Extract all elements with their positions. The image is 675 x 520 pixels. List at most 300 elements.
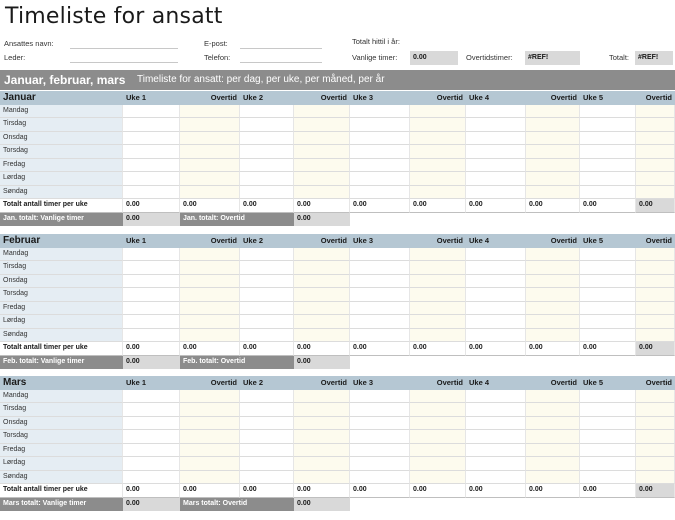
hours-input-cell[interactable]: [123, 302, 180, 316]
day-label: Onsdag: [0, 417, 123, 431]
day-label: Mandag: [0, 390, 123, 404]
hours-input-cell[interactable]: [580, 261, 636, 275]
hours-input-cell[interactable]: [123, 105, 180, 119]
hours-input-cell[interactable]: [350, 302, 410, 316]
hours-input-cell[interactable]: [350, 261, 410, 275]
overtime-input-cell[interactable]: [636, 444, 675, 458]
overtime-input-cell[interactable]: [636, 145, 675, 159]
day-row: [0, 315, 675, 329]
overtime-input-cell[interactable]: [636, 390, 675, 404]
hours-input-cell[interactable]: [123, 248, 180, 262]
hours-input-cell[interactable]: [240, 159, 294, 173]
hours-input-cell[interactable]: [240, 457, 294, 471]
overtime-input-cell[interactable]: [180, 248, 240, 262]
hours-input-cell[interactable]: [580, 444, 636, 458]
hours-input-cell[interactable]: [350, 275, 410, 289]
overtime-input-cell[interactable]: [294, 417, 350, 431]
overtime-input-cell[interactable]: [526, 302, 580, 316]
overtime-input-cell[interactable]: [180, 471, 240, 485]
week-column-header: Uke 5: [580, 234, 636, 248]
hours-input-cell[interactable]: [350, 132, 410, 146]
overtime-input-cell[interactable]: [180, 430, 240, 444]
overtime-input-cell[interactable]: [294, 403, 350, 417]
day-row: [0, 390, 675, 404]
overtime-input-cell[interactable]: [180, 145, 240, 159]
overtime-column-header: Overtid: [180, 91, 240, 105]
hours-input-cell[interactable]: [580, 403, 636, 417]
hours-input-cell[interactable]: [350, 172, 410, 186]
overtime-input-cell[interactable]: [294, 261, 350, 275]
hours-input-cell[interactable]: [240, 172, 294, 186]
month-total-row: [0, 356, 675, 370]
overtime-input-cell[interactable]: [410, 430, 466, 444]
hours-input-cell[interactable]: [240, 403, 294, 417]
overtime-input-cell[interactable]: [180, 132, 240, 146]
hours-input-cell[interactable]: [580, 457, 636, 471]
hours-input-cell[interactable]: [123, 145, 180, 159]
hours-input-cell[interactable]: [123, 159, 180, 173]
day-label: Tirsdag: [0, 118, 123, 132]
weekly-total-value: 0.00: [580, 484, 636, 498]
overtime-input-cell[interactable]: [526, 248, 580, 262]
hours-input-cell[interactable]: [350, 403, 410, 417]
total-value: #REF!: [635, 51, 673, 65]
hours-input-cell[interactable]: [123, 417, 180, 431]
hours-input-cell[interactable]: [580, 275, 636, 289]
day-label: Torsdag: [0, 430, 123, 444]
overtime-input-cell[interactable]: [410, 302, 466, 316]
weekly-total-label: Totalt antall timer per uke: [0, 484, 123, 498]
hours-input-cell[interactable]: [123, 186, 180, 200]
overtime-input-cell[interactable]: [526, 132, 580, 146]
weekly-total-label: Totalt antall timer per uke: [0, 199, 123, 213]
overtime-input-cell[interactable]: [636, 172, 675, 186]
hours-input-cell[interactable]: [350, 186, 410, 200]
hours-input-cell[interactable]: [580, 417, 636, 431]
hours-input-cell[interactable]: [466, 248, 526, 262]
day-label: Tirsdag: [0, 261, 123, 275]
hours-input-cell[interactable]: [466, 403, 526, 417]
hours-input-cell[interactable]: [466, 302, 526, 316]
overtime-input-cell[interactable]: [636, 132, 675, 146]
overtime-input-cell[interactable]: [410, 248, 466, 262]
day-row: [0, 105, 675, 119]
day-row: [0, 118, 675, 132]
day-row: [0, 172, 675, 186]
hours-input-cell[interactable]: [240, 186, 294, 200]
week-column-header: Uke 4: [466, 376, 526, 390]
hours-input-cell[interactable]: [580, 186, 636, 200]
hours-input-cell[interactable]: [350, 159, 410, 173]
overtime-input-cell[interactable]: [526, 471, 580, 485]
employee-name-label: Ansattes navn:: [4, 39, 54, 48]
day-row: [0, 457, 675, 471]
overtime-input-cell[interactable]: [410, 329, 466, 343]
hours-input-cell[interactable]: [350, 390, 410, 404]
hours-input-cell[interactable]: [466, 315, 526, 329]
total-year-label: Totalt hittil i år:: [352, 37, 400, 46]
hours-input-cell[interactable]: [580, 172, 636, 186]
overtime-input-cell[interactable]: [410, 471, 466, 485]
hours-input-cell[interactable]: [580, 248, 636, 262]
weekly-total-value: 0.00: [580, 199, 636, 213]
hours-input-cell[interactable]: [350, 430, 410, 444]
overtime-input-cell[interactable]: [180, 159, 240, 173]
employee-name-field[interactable]: [70, 48, 178, 49]
hours-input-cell[interactable]: [466, 329, 526, 343]
day-label: Fredag: [0, 444, 123, 458]
day-label: Mandag: [0, 248, 123, 262]
overtime-input-cell[interactable]: [180, 329, 240, 343]
overtime-input-cell[interactable]: [526, 329, 580, 343]
weekly-total-row: [0, 199, 675, 213]
overtime-column-header: Overtid: [636, 91, 675, 105]
overtime-input-cell[interactable]: [636, 302, 675, 316]
overtime-input-cell[interactable]: [526, 145, 580, 159]
hours-input-cell[interactable]: [466, 457, 526, 471]
overtime-input-cell[interactable]: [294, 248, 350, 262]
hours-input-cell[interactable]: [580, 471, 636, 485]
banner-title: Januar, februar, mars: [4, 73, 126, 87]
month-header-row: [0, 376, 675, 390]
overtime-column-header: Overtid: [180, 376, 240, 390]
hours-input-cell[interactable]: [350, 417, 410, 431]
page-title: Timeliste for ansatt: [5, 4, 223, 29]
month-overtime-total-value: 0.00: [294, 356, 350, 370]
month-regular-total-label: Feb. totalt: Vanlige timer: [0, 356, 123, 370]
hours-input-cell[interactable]: [350, 329, 410, 343]
month-regular-total-value: 0.00: [123, 498, 180, 512]
hours-input-cell[interactable]: [466, 288, 526, 302]
hours-input-cell[interactable]: [240, 275, 294, 289]
overtime-input-cell[interactable]: [636, 403, 675, 417]
overtime-input-cell[interactable]: [294, 288, 350, 302]
overtime-input-cell[interactable]: [180, 261, 240, 275]
overtime-input-cell[interactable]: [410, 105, 466, 119]
month-header-row: [0, 91, 675, 105]
overtime-input-cell[interactable]: [294, 315, 350, 329]
day-label: Onsdag: [0, 275, 123, 289]
hours-input-cell[interactable]: [240, 132, 294, 146]
hours-input-cell[interactable]: [580, 329, 636, 343]
overtime-input-cell[interactable]: [526, 403, 580, 417]
hours-input-cell[interactable]: [240, 105, 294, 119]
hours-input-cell[interactable]: [580, 315, 636, 329]
hours-input-cell[interactable]: [123, 118, 180, 132]
overtime-input-cell[interactable]: [636, 457, 675, 471]
hours-input-cell[interactable]: [350, 118, 410, 132]
month-name: Mars: [0, 376, 123, 390]
overtime-input-cell[interactable]: [294, 132, 350, 146]
weekly-total-value: 0.00: [636, 342, 675, 356]
overtime-input-cell[interactable]: [410, 261, 466, 275]
overtime-column-header: Overtid: [526, 376, 580, 390]
overtime-input-cell[interactable]: [180, 390, 240, 404]
week-column-header: Uke 3: [350, 234, 410, 248]
hours-input-cell[interactable]: [123, 172, 180, 186]
hours-input-cell[interactable]: [466, 172, 526, 186]
day-label: Torsdag: [0, 288, 123, 302]
overtime-input-cell[interactable]: [410, 275, 466, 289]
month-overtime-total-value: 0.00: [294, 498, 350, 512]
overtime-input-cell[interactable]: [636, 329, 675, 343]
overtime-input-cell[interactable]: [294, 159, 350, 173]
hours-input-cell[interactable]: [123, 471, 180, 485]
overtime-input-cell[interactable]: [410, 315, 466, 329]
hours-input-cell[interactable]: [350, 471, 410, 485]
overtime-input-cell[interactable]: [180, 118, 240, 132]
overtime-input-cell[interactable]: [526, 261, 580, 275]
overtime-hours-label: Overtidstimer:: [466, 53, 513, 62]
day-label: Onsdag: [0, 132, 123, 146]
hours-input-cell[interactable]: [123, 457, 180, 471]
overtime-input-cell[interactable]: [180, 403, 240, 417]
overtime-input-cell[interactable]: [294, 471, 350, 485]
overtime-input-cell[interactable]: [410, 132, 466, 146]
hours-input-cell[interactable]: [123, 288, 180, 302]
overtime-input-cell[interactable]: [180, 444, 240, 458]
hours-input-cell[interactable]: [466, 105, 526, 119]
weekly-total-value: 0.00: [410, 342, 466, 356]
overtime-input-cell[interactable]: [526, 275, 580, 289]
weekly-total-value: 0.00: [123, 199, 180, 213]
overtime-input-cell[interactable]: [410, 417, 466, 431]
day-row: [0, 159, 675, 173]
overtime-input-cell[interactable]: [636, 105, 675, 119]
overtime-input-cell[interactable]: [526, 118, 580, 132]
day-row: [0, 403, 675, 417]
hours-input-cell[interactable]: [580, 159, 636, 173]
overtime-input-cell[interactable]: [410, 118, 466, 132]
overtime-input-cell[interactable]: [636, 186, 675, 200]
hours-input-cell[interactable]: [240, 145, 294, 159]
overtime-input-cell[interactable]: [294, 444, 350, 458]
hours-input-cell[interactable]: [466, 186, 526, 200]
overtime-input-cell[interactable]: [410, 457, 466, 471]
phone-label: Telefon:: [204, 53, 231, 62]
weekly-total-value: 0.00: [636, 484, 675, 498]
overtime-input-cell[interactable]: [294, 105, 350, 119]
overtime-input-cell[interactable]: [180, 417, 240, 431]
overtime-input-cell[interactable]: [636, 417, 675, 431]
day-row: [0, 302, 675, 316]
overtime-hours-value: #REF!: [525, 51, 580, 65]
overtime-input-cell[interactable]: [180, 457, 240, 471]
hours-input-cell[interactable]: [240, 315, 294, 329]
month-overtime-total-value: 0.00: [294, 213, 350, 227]
month-regular-total-value: 0.00: [123, 356, 180, 370]
overtime-input-cell[interactable]: [636, 471, 675, 485]
hours-input-cell[interactable]: [123, 329, 180, 343]
hours-input-cell[interactable]: [466, 118, 526, 132]
overtime-input-cell[interactable]: [526, 390, 580, 404]
overtime-column-header: Overtid: [410, 91, 466, 105]
hours-input-cell[interactable]: [466, 261, 526, 275]
weekly-total-value: 0.00: [350, 199, 410, 213]
week-column-header: Uke 2: [240, 234, 294, 248]
overtime-input-cell[interactable]: [636, 315, 675, 329]
hours-input-cell[interactable]: [123, 261, 180, 275]
hours-input-cell[interactable]: [240, 390, 294, 404]
day-row: [0, 261, 675, 275]
overtime-input-cell[interactable]: [410, 145, 466, 159]
week-column-header: Uke 3: [350, 91, 410, 105]
day-label: Søndag: [0, 471, 123, 485]
hours-input-cell[interactable]: [123, 444, 180, 458]
overtime-input-cell[interactable]: [180, 105, 240, 119]
hours-input-cell[interactable]: [350, 105, 410, 119]
hours-input-cell[interactable]: [466, 417, 526, 431]
overtime-input-cell[interactable]: [636, 261, 675, 275]
overtime-input-cell[interactable]: [180, 302, 240, 316]
overtime-input-cell[interactable]: [636, 118, 675, 132]
total-label: Totalt:: [609, 53, 630, 62]
hours-input-cell[interactable]: [350, 145, 410, 159]
weekly-total-value: 0.00: [526, 199, 580, 213]
hours-input-cell[interactable]: [580, 430, 636, 444]
overtime-column-header: Overtid: [294, 91, 350, 105]
overtime-input-cell[interactable]: [526, 444, 580, 458]
overtime-column-header: Overtid: [636, 234, 675, 248]
hours-input-cell[interactable]: [466, 275, 526, 289]
overtime-input-cell[interactable]: [526, 288, 580, 302]
overtime-input-cell[interactable]: [294, 118, 350, 132]
leader-field[interactable]: [70, 62, 178, 63]
overtime-input-cell[interactable]: [294, 275, 350, 289]
hours-input-cell[interactable]: [350, 315, 410, 329]
overtime-input-cell[interactable]: [180, 172, 240, 186]
hours-input-cell[interactable]: [466, 390, 526, 404]
hours-input-cell[interactable]: [580, 105, 636, 119]
hours-input-cell[interactable]: [466, 145, 526, 159]
overtime-input-cell[interactable]: [294, 145, 350, 159]
overtime-input-cell[interactable]: [294, 390, 350, 404]
overtime-input-cell[interactable]: [410, 444, 466, 458]
hours-input-cell[interactable]: [123, 275, 180, 289]
hours-input-cell[interactable]: [240, 417, 294, 431]
overtime-column-header: Overtid: [636, 376, 675, 390]
overtime-input-cell[interactable]: [526, 417, 580, 431]
overtime-input-cell[interactable]: [294, 186, 350, 200]
overtime-input-cell[interactable]: [526, 186, 580, 200]
hours-input-cell[interactable]: [123, 430, 180, 444]
day-label: Mandag: [0, 105, 123, 119]
phone-field[interactable]: [240, 62, 322, 63]
day-label: Lørdag: [0, 315, 123, 329]
week-column-header: Uke 1: [123, 234, 180, 248]
overtime-input-cell[interactable]: [294, 457, 350, 471]
weekly-total-value: 0.00: [180, 199, 240, 213]
overtime-input-cell[interactable]: [636, 430, 675, 444]
hours-input-cell[interactable]: [350, 444, 410, 458]
hours-input-cell[interactable]: [123, 403, 180, 417]
hours-input-cell[interactable]: [580, 132, 636, 146]
hours-input-cell[interactable]: [466, 159, 526, 173]
weekly-total-value: 0.00: [580, 342, 636, 356]
week-column-header: Uke 5: [580, 376, 636, 390]
hours-input-cell[interactable]: [240, 248, 294, 262]
overtime-column-header: Overtid: [410, 376, 466, 390]
overtime-input-cell[interactable]: [526, 105, 580, 119]
hours-input-cell[interactable]: [123, 132, 180, 146]
day-row: [0, 417, 675, 431]
overtime-column-header: Overtid: [526, 234, 580, 248]
hours-input-cell[interactable]: [580, 302, 636, 316]
hours-input-cell[interactable]: [123, 390, 180, 404]
overtime-input-cell[interactable]: [294, 172, 350, 186]
day-row: [0, 275, 675, 289]
hours-input-cell[interactable]: [240, 329, 294, 343]
overtime-input-cell[interactable]: [180, 275, 240, 289]
hours-input-cell[interactable]: [466, 132, 526, 146]
hours-input-cell[interactable]: [580, 118, 636, 132]
overtime-input-cell[interactable]: [636, 275, 675, 289]
overtime-input-cell[interactable]: [294, 302, 350, 316]
hours-input-cell[interactable]: [240, 471, 294, 485]
month-regular-total-label: Mars totalt: Vanlige timer: [0, 498, 123, 512]
overtime-input-cell[interactable]: [294, 329, 350, 343]
weekly-total-value: 0.00: [123, 484, 180, 498]
weekly-total-value: 0.00: [636, 199, 675, 213]
weekly-total-value: 0.00: [294, 342, 350, 356]
hours-input-cell[interactable]: [350, 288, 410, 302]
hours-input-cell[interactable]: [123, 315, 180, 329]
hours-input-cell[interactable]: [466, 471, 526, 485]
overtime-input-cell[interactable]: [526, 457, 580, 471]
overtime-input-cell[interactable]: [636, 288, 675, 302]
overtime-input-cell[interactable]: [294, 430, 350, 444]
hours-input-cell[interactable]: [466, 430, 526, 444]
hours-input-cell[interactable]: [580, 145, 636, 159]
overtime-input-cell[interactable]: [526, 430, 580, 444]
hours-input-cell[interactable]: [240, 261, 294, 275]
overtime-input-cell[interactable]: [636, 159, 675, 173]
hours-input-cell[interactable]: [240, 444, 294, 458]
overtime-input-cell[interactable]: [526, 315, 580, 329]
email-field[interactable]: [240, 48, 322, 49]
weekly-total-value: 0.00: [466, 342, 526, 356]
day-label: Torsdag: [0, 145, 123, 159]
weekly-total-row: [0, 484, 675, 498]
overtime-input-cell[interactable]: [526, 172, 580, 186]
hours-input-cell[interactable]: [240, 302, 294, 316]
hours-input-cell[interactable]: [350, 457, 410, 471]
overtime-input-cell[interactable]: [410, 186, 466, 200]
hours-input-cell[interactable]: [240, 118, 294, 132]
hours-input-cell[interactable]: [580, 390, 636, 404]
overtime-input-cell[interactable]: [180, 186, 240, 200]
email-label: E-post:: [204, 39, 228, 48]
overtime-input-cell[interactable]: [180, 288, 240, 302]
overtime-input-cell[interactable]: [410, 172, 466, 186]
weekly-total-value: 0.00: [180, 342, 240, 356]
overtime-input-cell[interactable]: [410, 159, 466, 173]
weekly-total-value: 0.00: [294, 199, 350, 213]
hours-input-cell[interactable]: [240, 288, 294, 302]
hours-input-cell[interactable]: [350, 248, 410, 262]
overtime-input-cell[interactable]: [410, 390, 466, 404]
overtime-input-cell[interactable]: [180, 315, 240, 329]
overtime-input-cell[interactable]: [526, 159, 580, 173]
overtime-input-cell[interactable]: [636, 248, 675, 262]
day-row: [0, 132, 675, 146]
overtime-input-cell[interactable]: [410, 403, 466, 417]
hours-input-cell[interactable]: [240, 430, 294, 444]
weekly-total-value: 0.00: [240, 199, 294, 213]
hours-input-cell[interactable]: [580, 288, 636, 302]
overtime-input-cell[interactable]: [410, 288, 466, 302]
hours-input-cell[interactable]: [466, 444, 526, 458]
